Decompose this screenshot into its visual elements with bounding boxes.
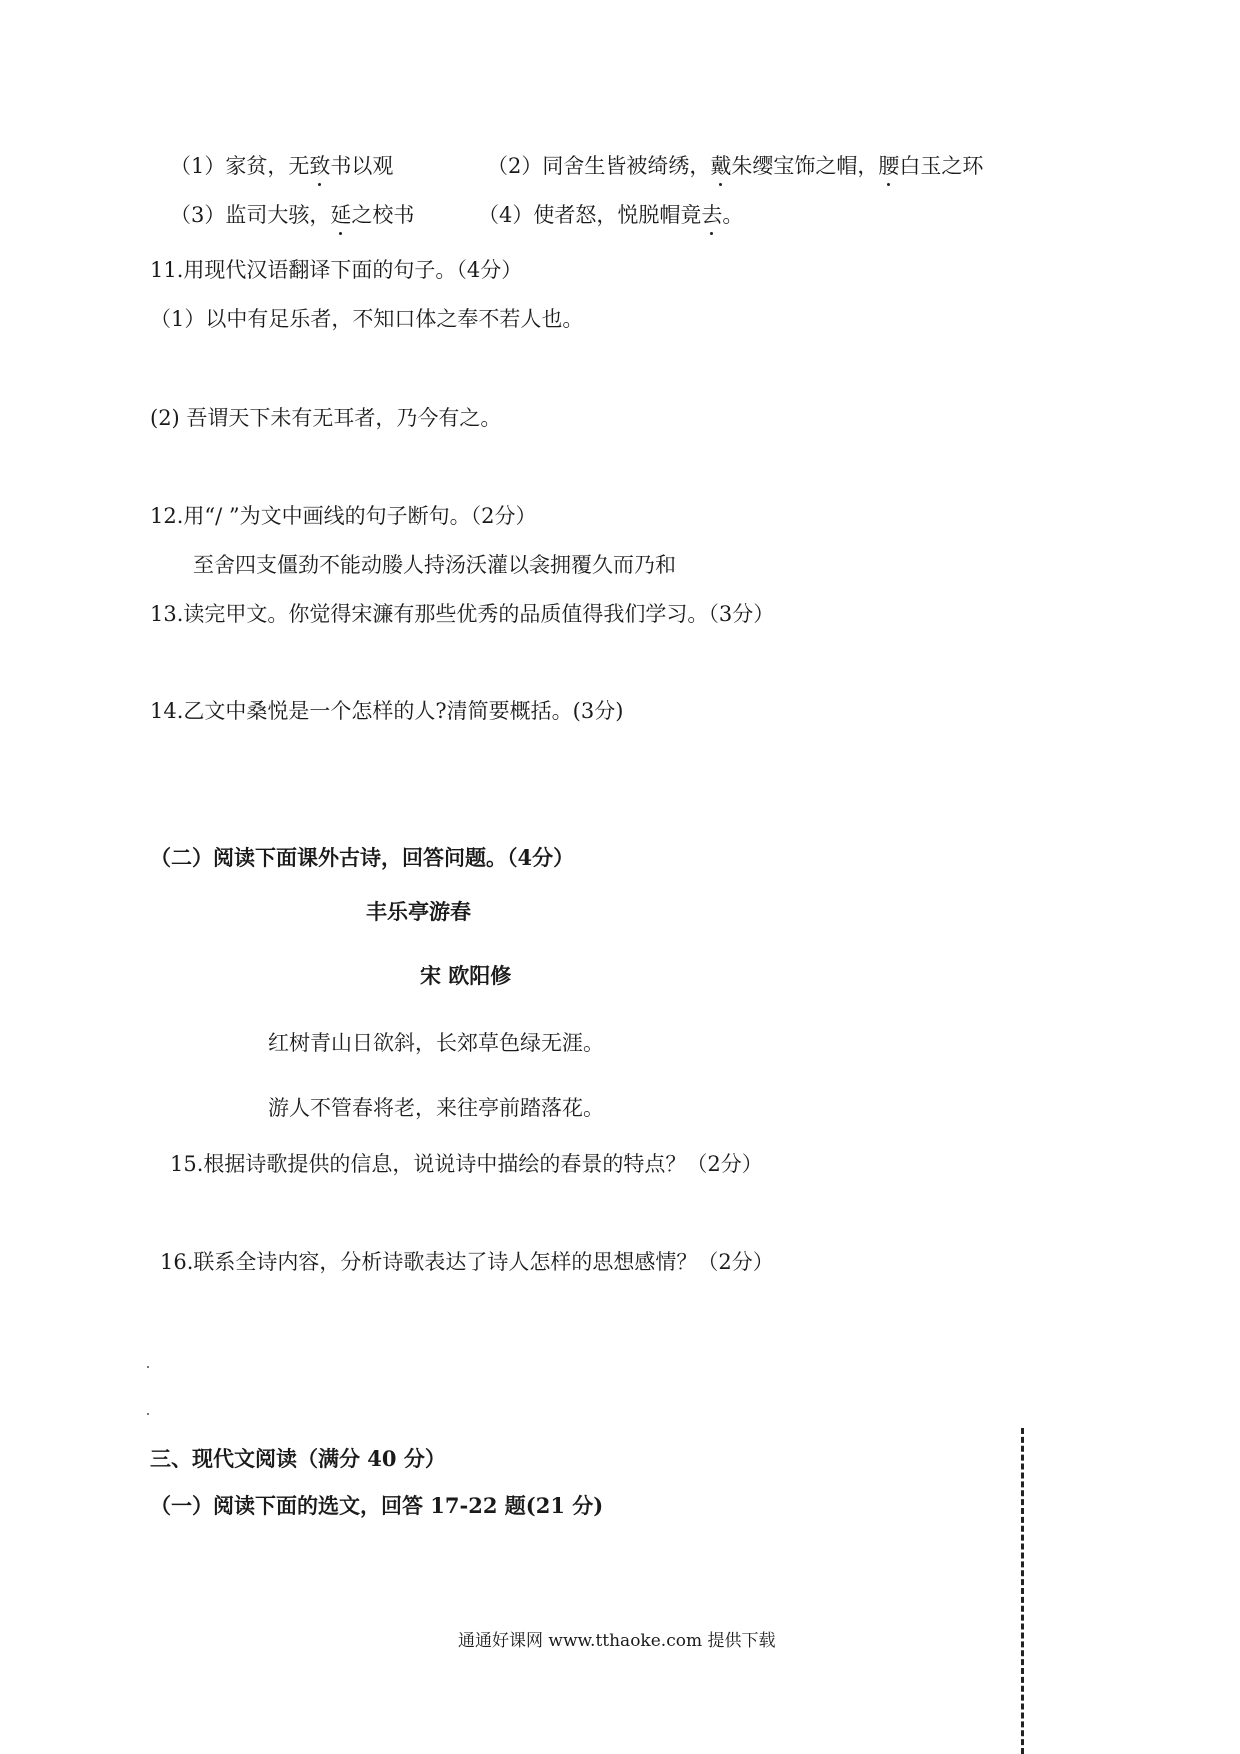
emphasis-char: 去 [701, 203, 723, 227]
section-3-heading: 三、现代文阅读（满分 40 分） [150, 1446, 446, 1471]
emphasis-char: 腰 [878, 154, 900, 178]
page-footer: 通通好课网 www.tthaoke.com 提供下载 [458, 1631, 776, 1651]
q10-item-2: （2）同舍生皆被绮绣，戴朱缨宝饰之帽，腰白玉之环 [487, 154, 984, 178]
poem-line-2: 游人不管春将老，来往亭前踏落花。 [268, 1096, 604, 1120]
q14-question: 14.乙文中桑悦是一个怎样的人?清简要概括。(3分) [150, 699, 624, 723]
section-2-heading: （二）阅读下面课外古诗，回答问题。（4分） [150, 845, 575, 870]
q10-item-3: （3）监司大骇，延之校书 [170, 203, 415, 227]
q12-question: 12.用“/ ”为文中画线的句子断句。（2分） [150, 504, 537, 528]
poem-author: 宋 欧阳修 [420, 964, 512, 988]
q10-item-4: （4）使者怒，悦脱帽竟去。 [478, 203, 744, 227]
poem-title: 丰乐亭游春 [366, 900, 471, 924]
q15-question: 15.根据诗歌提供的信息，说说诗中描绘的春景的特点？（2分） [170, 1152, 763, 1176]
poem-line-1: 红树青山日欲斜，长郊草色绿无涯。 [268, 1031, 604, 1055]
scan-speck [147, 1366, 149, 1368]
q16-question: 16.联系全诗内容，分析诗歌表达了诗人怎样的思想感情？（2分） [160, 1250, 774, 1274]
section-3-subheading: （一）阅读下面的选文，回答 17-22 题(21 分) [150, 1493, 604, 1518]
emphasis-char: 戴 [710, 154, 732, 178]
q12-sentence: 至舍四支僵劲不能动媵人持汤沃灌以衾拥覆久而乃和 [193, 553, 676, 577]
binding-cut-line [1021, 1428, 1024, 1754]
scan-speck [147, 1413, 149, 1415]
q11-sentence-2: (2) 吾谓天下未有无耳者，乃今有之。 [150, 406, 502, 430]
q13-question: 13.读完甲文。你觉得宋濂有那些优秀的品质值得我们学习。（3分） [150, 602, 775, 626]
q10-item-1: （1）家贫，无致书以观 [170, 154, 394, 178]
emphasis-char: 延 [330, 203, 352, 227]
emphasis-char: 致 [309, 154, 331, 178]
q11-sentence-1: （1）以中有足乐者，不知口体之奉不若人也。 [150, 307, 584, 331]
q11-question: 11.用现代汉语翻译下面的句子。（4分） [150, 258, 523, 282]
